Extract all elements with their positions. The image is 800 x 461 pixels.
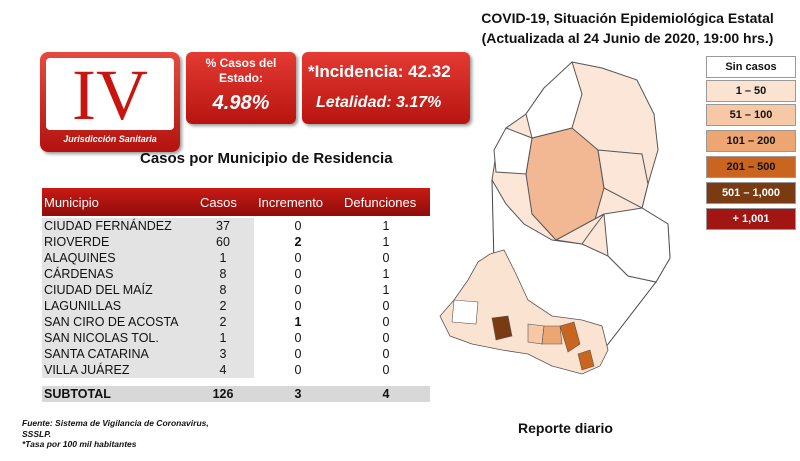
table-header — [42, 188, 430, 216]
logo-inner — [46, 55, 174, 135]
cell-municipio: RIOVERDE — [42, 234, 192, 250]
logo-subtitle: Jurisdicción Sanitaria — [63, 134, 157, 144]
zoomed-region — [492, 62, 670, 282]
cell-defunciones: 1 — [342, 282, 430, 298]
cell-defunciones: 0 — [342, 298, 430, 314]
cell-municipio: VILLA JUÁREZ — [42, 362, 192, 378]
legend-item: 51 – 100 — [706, 104, 796, 126]
cell-municipio: CIUDAD DEL MAÍZ — [42, 282, 192, 298]
connector-line — [602, 282, 656, 352]
header-municipio: Municipio — [44, 195, 99, 210]
cell-casos: 3 — [192, 346, 254, 362]
cell-casos: 8 — [192, 266, 254, 282]
cell-municipio: SAN NICOLAS TOL. — [42, 330, 192, 346]
cell-municipio: LAGUNILLAS — [42, 298, 192, 314]
cell-casos: 8 — [192, 282, 254, 298]
footnote-line-3: *Tasa por 100 mil habitantes — [22, 439, 137, 449]
state-percent-value: 4.98% — [212, 92, 270, 114]
cell-incremento: 0 — [254, 298, 342, 314]
table-row — [42, 250, 430, 266]
cell-municipio: CIUDAD FERNÁNDEZ — [42, 218, 192, 234]
report-label: Reporte diario — [518, 420, 613, 436]
title-line-2: (Actualizada al 24 Junio de 2020, 19:00 hrs.) — [481, 30, 774, 46]
table-row — [42, 266, 430, 282]
state-percent-label-2: Estado: — [218, 71, 263, 85]
cell-casos: 2 — [192, 314, 254, 330]
table-row — [42, 218, 430, 234]
title-line-1: COVID-19, Situación Epidemiológica Estatal — [481, 10, 774, 26]
cell-incremento: 1 — [254, 314, 342, 330]
cell-defunciones: 1 — [342, 218, 430, 234]
cell-incremento: 0 — [254, 266, 342, 282]
cell-casos: 37 — [192, 218, 254, 234]
table-row — [42, 362, 430, 378]
cell-subtotal-label: SUBTOTAL — [42, 386, 192, 402]
legend-item: 1 – 50 — [706, 80, 796, 102]
cell-defunciones: 0 — [342, 330, 430, 346]
table-row — [42, 346, 430, 362]
logo-roman-numeral: IV — [72, 55, 148, 135]
cell-casos: 1 — [192, 330, 254, 346]
footnote-line-1: Fuente: Sistema de Vigilancia de Coronavirus, — [22, 418, 209, 428]
cell-defunciones: 0 — [342, 250, 430, 266]
cell-municipio: SANTA CATARINA — [42, 346, 192, 362]
report-title — [455, 8, 800, 48]
cell-municipio: ALAQUINES — [42, 250, 192, 266]
header-incremento: Incremento — [258, 195, 324, 210]
connector-line — [492, 180, 494, 264]
section-title: Casos por Municipio de Residencia — [140, 150, 393, 167]
cell-defunciones: 0 — [342, 346, 430, 362]
legend-item: + 1,001 — [706, 208, 796, 230]
legend-item: 501 – 1,000 — [706, 182, 796, 204]
cell-subtotal-defunciones: 4 — [342, 386, 430, 402]
cell-casos: 2 — [192, 298, 254, 314]
state-percent-label — [186, 56, 296, 86]
legend-item: 201 – 500 — [706, 156, 796, 178]
legend-item: 101 – 200 — [706, 130, 796, 152]
jurisdiction-logo — [40, 52, 180, 152]
legend-item: Sin casos — [706, 56, 796, 78]
header-defunciones: Defunciones — [344, 195, 417, 210]
cell-defunciones: 1 — [342, 234, 430, 250]
cell-incremento: 0 — [254, 330, 342, 346]
cell-incremento: 0 — [254, 362, 342, 378]
state-percent-box — [186, 52, 296, 124]
cell-municipio: CÁRDENAS — [42, 266, 192, 282]
cell-incremento: 0 — [254, 218, 342, 234]
cell-subtotal-incremento: 3 — [254, 386, 342, 402]
cell-municipio: SAN CIRO DE ACOSTA — [42, 314, 192, 330]
cell-defunciones: 0 — [342, 314, 430, 330]
cell-incremento: 0 — [254, 346, 342, 362]
cell-casos: 60 — [192, 234, 254, 250]
table-row — [42, 282, 430, 298]
cell-defunciones: 0 — [342, 362, 430, 378]
incidence-value: *Incidencia: 42.32 — [308, 62, 451, 81]
cell-incremento: 2 — [254, 234, 342, 250]
cell-subtotal-casos: 126 — [192, 386, 254, 402]
table-row — [42, 234, 430, 250]
jurisdiction-map — [432, 54, 702, 394]
cell-incremento: 0 — [254, 282, 342, 298]
cell-casos: 1 — [192, 250, 254, 266]
header-casos: Casos — [200, 195, 237, 210]
table-row — [42, 314, 430, 330]
lethality-value: Letalidad: 3.17% — [316, 94, 442, 111]
state-map — [440, 250, 608, 374]
table-row — [42, 298, 430, 314]
state-percent-label-1: % Casos del — [205, 56, 277, 70]
source-footnote — [22, 418, 209, 450]
footnote-line-2: SSSLP. — [22, 428, 52, 439]
subtotal-row — [42, 386, 430, 402]
cell-incremento: 0 — [254, 250, 342, 266]
cell-defunciones: 1 — [342, 266, 430, 282]
cell-casos: 4 — [192, 362, 254, 378]
table-row — [42, 330, 430, 346]
